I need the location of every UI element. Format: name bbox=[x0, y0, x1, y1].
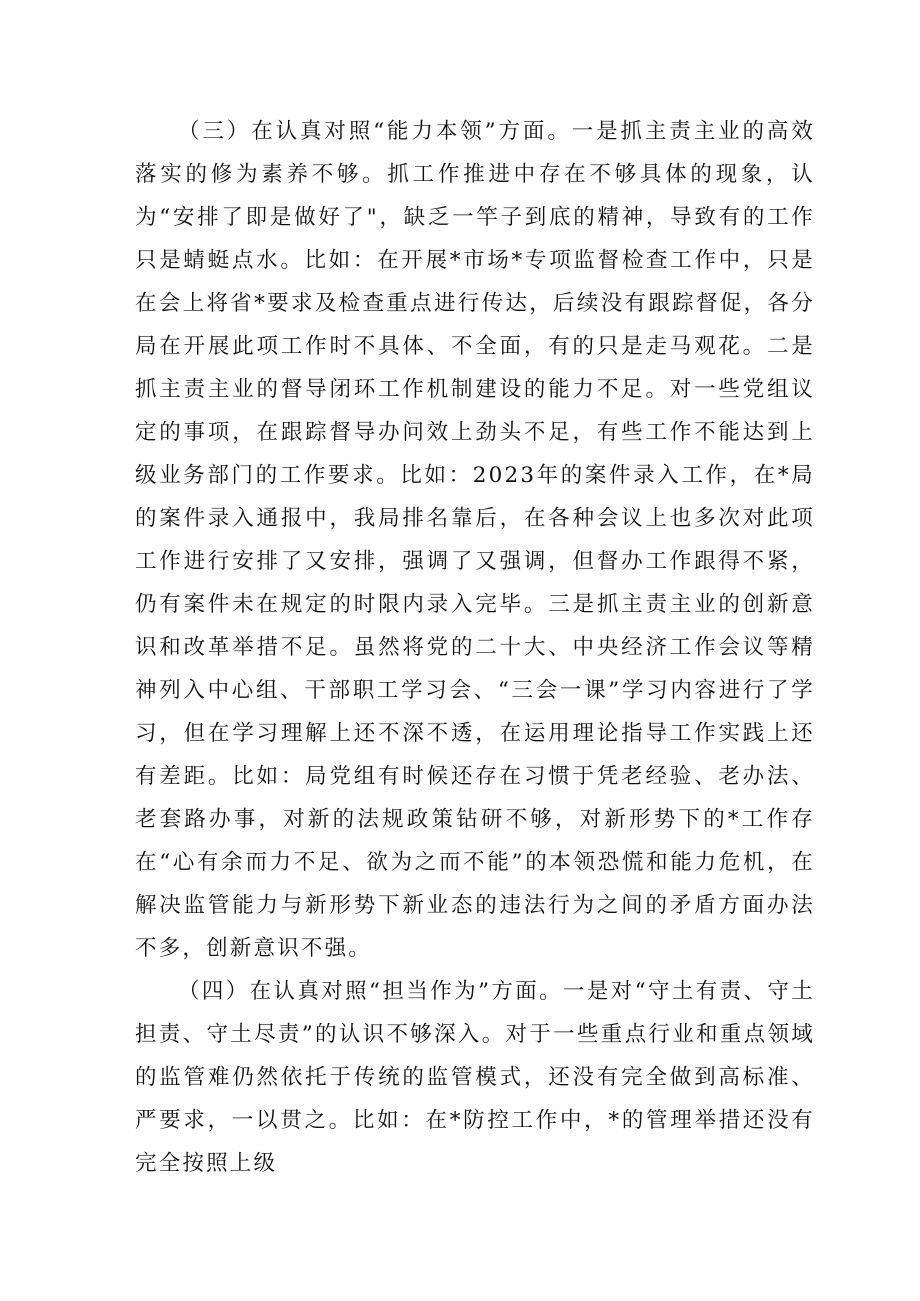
paragraph-responsibility: （四）在认真对照“担当作为”方面。一是对“守土有责、守土担责、守土尽责”的认识不够深入。对于一些重点行业和重点领域的监管难仍然依托于传统的监管模式，还没有完全做到高标准、严要求，一以贯之。比如：在*防控工作中，*的管理举措还没有完全按照上级 bbox=[135, 979, 815, 1176]
document-body bbox=[135, 110, 815, 1185]
paragraph-ability: （三）在认真对照“能力本领”方面。一是抓主责主业的高效落实的修为素养不够。抓工作推进中存在不够具体的现象，认为“安排了即是做好了"，缺乏一竿子到底的精神，导致有的工作只是蜻蜓点水。比如：在开展*市场*专项监督检查工作中，只是在会上将省*要求及检查重点进行传达，后续没有跟踪督促，各分局在开展此项工作时不具体、不全面，有的只是走马观花。二是抓主责主业的督导闭环工作机制建设的能力不足。对一些党组议定的事项，在跟踪督导办问效上劲头不足，有些工作不能达到上级业务部门的工作要求。比如：2023年的案件录入工作，在*局的案件录入通报中，我局排名靠后，在各种会议上也多次对此项工作进行安排了又安排，强调了又强调，但督办工作跟得不紧，仍有案件未在规定的时限内录入完毕。三是抓主责主业的创新意识和改革举措不足。虽然将党的二十大、中央经济工作会议等精神列入中心组、干部职工学习会、“三会一课”学习内容进行了学习，但在学习理解上还不深不透，在运用理论指导工作实践上还有差距。比如：局党组有时候还存在习惯于凭老经验、老办法、老套路办事，对新的法规政策钻研不够，对新形势下的*工作存在“心有余而力不足、欲为之而不能”的本领恐慌和能力危机，在解决监管能力与新形势下新业态的违法行为之间的矛盾方面办法不多，创新意识不强。 bbox=[135, 119, 815, 961]
